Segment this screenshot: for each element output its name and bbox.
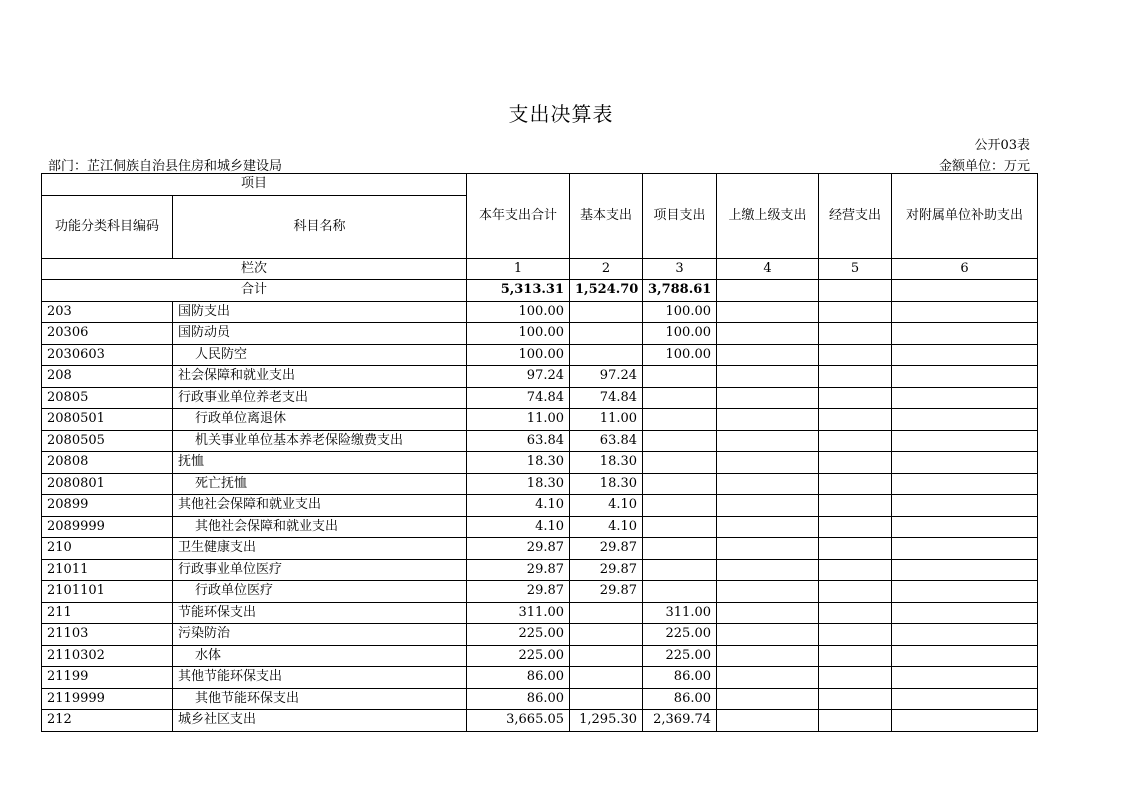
total-cell: 100.00 [467, 301, 570, 323]
name-cell: 行政单位离退休 [173, 409, 467, 431]
business-cell [819, 430, 892, 452]
basic-cell [570, 301, 643, 323]
table-row [42, 409, 1038, 431]
total-cell: 225.00 [467, 624, 570, 646]
code-cell: 2080801 [42, 473, 173, 495]
total-cell: 18.30 [467, 473, 570, 495]
business-cell [819, 387, 892, 409]
name-cell: 国防动员 [173, 323, 467, 345]
table-row [42, 538, 1038, 560]
header-name: 科目名称 [173, 195, 467, 258]
business-cell [819, 688, 892, 710]
basic-cell: 29.87 [570, 559, 643, 581]
project-cell: 311.00 [643, 602, 717, 624]
basic-cell: 97.24 [570, 366, 643, 388]
amount-unit-label: 金额单位：万元 [938, 159, 1030, 174]
project-cell [643, 409, 717, 431]
table-row [42, 710, 1038, 732]
sum-business [819, 280, 892, 302]
business-cell [819, 366, 892, 388]
name-cell: 节能环保支出 [173, 602, 467, 624]
name-cell: 国防支出 [173, 301, 467, 323]
header-total: 本年支出合计 [467, 174, 570, 259]
basic-cell [570, 602, 643, 624]
subsidy-cell [892, 473, 1038, 495]
subsidy-cell [892, 366, 1038, 388]
code-cell: 20808 [42, 452, 173, 474]
basic-cell: 29.87 [570, 581, 643, 603]
subsidy-cell [892, 323, 1038, 345]
name-cell: 抚恤 [173, 452, 467, 474]
table-row [42, 645, 1038, 667]
code-cell: 2030603 [42, 344, 173, 366]
total-cell: 4.10 [467, 516, 570, 538]
basic-cell: 11.00 [570, 409, 643, 431]
basic-cell: 18.30 [570, 473, 643, 495]
subsidy-cell [892, 688, 1038, 710]
upper-cell [717, 516, 819, 538]
name-cell: 行政事业单位养老支出 [173, 387, 467, 409]
subsidy-cell [892, 452, 1038, 474]
name-cell: 其他节能环保支出 [173, 667, 467, 689]
sum-basic: 1,524.70 [570, 280, 643, 302]
total-cell: 29.87 [467, 538, 570, 560]
page-title: 支出决算表 [508, 102, 614, 126]
business-cell [819, 559, 892, 581]
code-cell: 2101101 [42, 581, 173, 603]
subsidy-cell [892, 559, 1038, 581]
code-cell: 21011 [42, 559, 173, 581]
project-cell [643, 430, 717, 452]
upper-cell [717, 473, 819, 495]
total-cell: 311.00 [467, 602, 570, 624]
basic-cell: 1,295.30 [570, 710, 643, 732]
total-cell: 74.84 [467, 387, 570, 409]
total-cell: 86.00 [467, 688, 570, 710]
table-row [42, 301, 1038, 323]
code-cell: 21103 [42, 624, 173, 646]
project-cell [643, 538, 717, 560]
code-cell: 210 [42, 538, 173, 560]
business-cell [819, 624, 892, 646]
subsidy-cell [892, 516, 1038, 538]
upper-cell [717, 387, 819, 409]
basic-cell: 63.84 [570, 430, 643, 452]
basic-cell [570, 688, 643, 710]
table-row [42, 559, 1038, 581]
subsidy-cell [892, 624, 1038, 646]
basic-cell: 74.84 [570, 387, 643, 409]
code-cell: 20805 [42, 387, 173, 409]
upper-cell [717, 430, 819, 452]
business-cell [819, 667, 892, 689]
total-cell: 225.00 [467, 645, 570, 667]
name-cell: 其他社会保障和就业支出 [173, 495, 467, 517]
total-cell: 29.87 [467, 559, 570, 581]
business-cell [819, 538, 892, 560]
upper-cell [717, 645, 819, 667]
table-row [42, 581, 1038, 603]
code-cell: 212 [42, 710, 173, 732]
name-cell: 行政单位医疗 [173, 581, 467, 603]
table-row [42, 366, 1038, 388]
column-index: 2 [570, 258, 643, 280]
business-cell [819, 452, 892, 474]
column-index-label: 栏次 [42, 258, 467, 280]
column-index: 6 [892, 258, 1038, 280]
upper-cell [717, 452, 819, 474]
business-cell [819, 602, 892, 624]
code-cell: 2110302 [42, 645, 173, 667]
table-row [42, 473, 1038, 495]
header-item: 项目 [42, 174, 467, 196]
code-cell: 20306 [42, 323, 173, 345]
business-cell [819, 495, 892, 517]
business-cell [819, 710, 892, 732]
subsidy-cell [892, 409, 1038, 431]
code-cell: 208 [42, 366, 173, 388]
subsidy-cell [892, 387, 1038, 409]
upper-cell [717, 366, 819, 388]
project-cell [643, 387, 717, 409]
business-cell [819, 323, 892, 345]
project-cell: 86.00 [643, 688, 717, 710]
upper-cell [717, 409, 819, 431]
business-cell [819, 581, 892, 603]
header-business: 经营支出 [819, 174, 892, 259]
project-cell: 2,369.74 [643, 710, 717, 732]
upper-cell [717, 344, 819, 366]
basic-cell: 4.10 [570, 516, 643, 538]
name-cell: 卫生健康支出 [173, 538, 467, 560]
header-upper: 上缴上级支出 [717, 174, 819, 259]
header-basic: 基本支出 [570, 174, 643, 259]
project-cell [643, 366, 717, 388]
total-cell: 29.87 [467, 581, 570, 603]
subsidy-cell [892, 581, 1038, 603]
upper-cell [717, 323, 819, 345]
header-subsidy: 对附属单位补助支出 [892, 174, 1038, 259]
subsidy-cell [892, 301, 1038, 323]
code-cell: 203 [42, 301, 173, 323]
total-cell: 11.00 [467, 409, 570, 431]
subsidy-cell [892, 430, 1038, 452]
table-row [42, 495, 1038, 517]
department-label: 部门：芷江侗族自治县住房和城乡建设局 [48, 159, 283, 174]
subsidy-cell [892, 602, 1038, 624]
column-index: 1 [467, 258, 570, 280]
business-cell [819, 344, 892, 366]
header-code: 功能分类科目编码 [42, 195, 173, 258]
name-cell: 机关事业单位基本养老保险缴费支出 [173, 430, 467, 452]
upper-cell [717, 559, 819, 581]
name-cell: 行政事业单位医疗 [173, 559, 467, 581]
basic-cell [570, 667, 643, 689]
table-row [42, 387, 1038, 409]
upper-cell [717, 538, 819, 560]
code-cell: 211 [42, 602, 173, 624]
basic-cell [570, 323, 643, 345]
name-cell: 污染防治 [173, 624, 467, 646]
column-index: 4 [717, 258, 819, 280]
name-cell: 城乡社区支出 [173, 710, 467, 732]
name-cell: 水体 [173, 645, 467, 667]
basic-cell: 4.10 [570, 495, 643, 517]
subsidy-cell [892, 667, 1038, 689]
project-cell [643, 452, 717, 474]
business-cell [819, 473, 892, 495]
code-cell: 2089999 [42, 516, 173, 538]
total-cell: 4.10 [467, 495, 570, 517]
upper-cell [717, 602, 819, 624]
basic-cell [570, 645, 643, 667]
code-cell: 2119999 [42, 688, 173, 710]
upper-cell [717, 495, 819, 517]
sum-project: 3,788.61 [643, 280, 717, 302]
basic-cell [570, 344, 643, 366]
table-row [42, 688, 1038, 710]
basic-cell [570, 624, 643, 646]
project-cell: 100.00 [643, 344, 717, 366]
code-cell: 20899 [42, 495, 173, 517]
basic-cell: 18.30 [570, 452, 643, 474]
code-cell: 2080501 [42, 409, 173, 431]
upper-cell [717, 301, 819, 323]
project-cell [643, 495, 717, 517]
project-cell [643, 473, 717, 495]
total-cell: 100.00 [467, 344, 570, 366]
subsidy-cell [892, 710, 1038, 732]
business-cell [819, 409, 892, 431]
project-cell [643, 516, 717, 538]
name-cell: 死亡抚恤 [173, 473, 467, 495]
sum-subsidy [892, 280, 1038, 302]
upper-cell [717, 624, 819, 646]
name-cell: 社会保障和就业支出 [173, 366, 467, 388]
table-row [42, 344, 1038, 366]
project-cell [643, 581, 717, 603]
table-row [42, 667, 1038, 689]
table-row [42, 624, 1038, 646]
project-cell [643, 559, 717, 581]
total-cell: 63.84 [467, 430, 570, 452]
total-cell: 97.24 [467, 366, 570, 388]
subsidy-cell [892, 538, 1038, 560]
header-project: 项目支出 [643, 174, 717, 259]
project-cell: 100.00 [643, 301, 717, 323]
code-cell: 21199 [42, 667, 173, 689]
project-cell: 225.00 [643, 645, 717, 667]
business-cell [819, 516, 892, 538]
sum-row [42, 280, 1038, 302]
column-index: 3 [643, 258, 717, 280]
business-cell [819, 301, 892, 323]
subsidy-cell [892, 645, 1038, 667]
upper-cell [717, 688, 819, 710]
subsidy-cell [892, 344, 1038, 366]
table-row [42, 602, 1038, 624]
code-cell: 2080505 [42, 430, 173, 452]
expenditure-table [41, 173, 1038, 732]
sum-total: 5,313.31 [467, 280, 570, 302]
name-cell: 其他社会保障和就业支出 [173, 516, 467, 538]
name-cell: 其他节能环保支出 [173, 688, 467, 710]
sum-label: 合计 [42, 280, 467, 302]
total-cell: 3,665.05 [467, 710, 570, 732]
upper-cell [717, 710, 819, 732]
total-cell: 86.00 [467, 667, 570, 689]
sum-upper [717, 280, 819, 302]
name-cell: 人民防空 [173, 344, 467, 366]
project-cell: 86.00 [643, 667, 717, 689]
column-index: 5 [819, 258, 892, 280]
table-row [42, 452, 1038, 474]
table-row [42, 323, 1038, 345]
form-number: 公开03表 [974, 138, 1030, 153]
table-row [42, 430, 1038, 452]
total-cell: 100.00 [467, 323, 570, 345]
basic-cell: 29.87 [570, 538, 643, 560]
subsidy-cell [892, 495, 1038, 517]
business-cell [819, 645, 892, 667]
project-cell: 100.00 [643, 323, 717, 345]
upper-cell [717, 581, 819, 603]
upper-cell [717, 667, 819, 689]
project-cell: 225.00 [643, 624, 717, 646]
total-cell: 18.30 [467, 452, 570, 474]
table-row [42, 516, 1038, 538]
